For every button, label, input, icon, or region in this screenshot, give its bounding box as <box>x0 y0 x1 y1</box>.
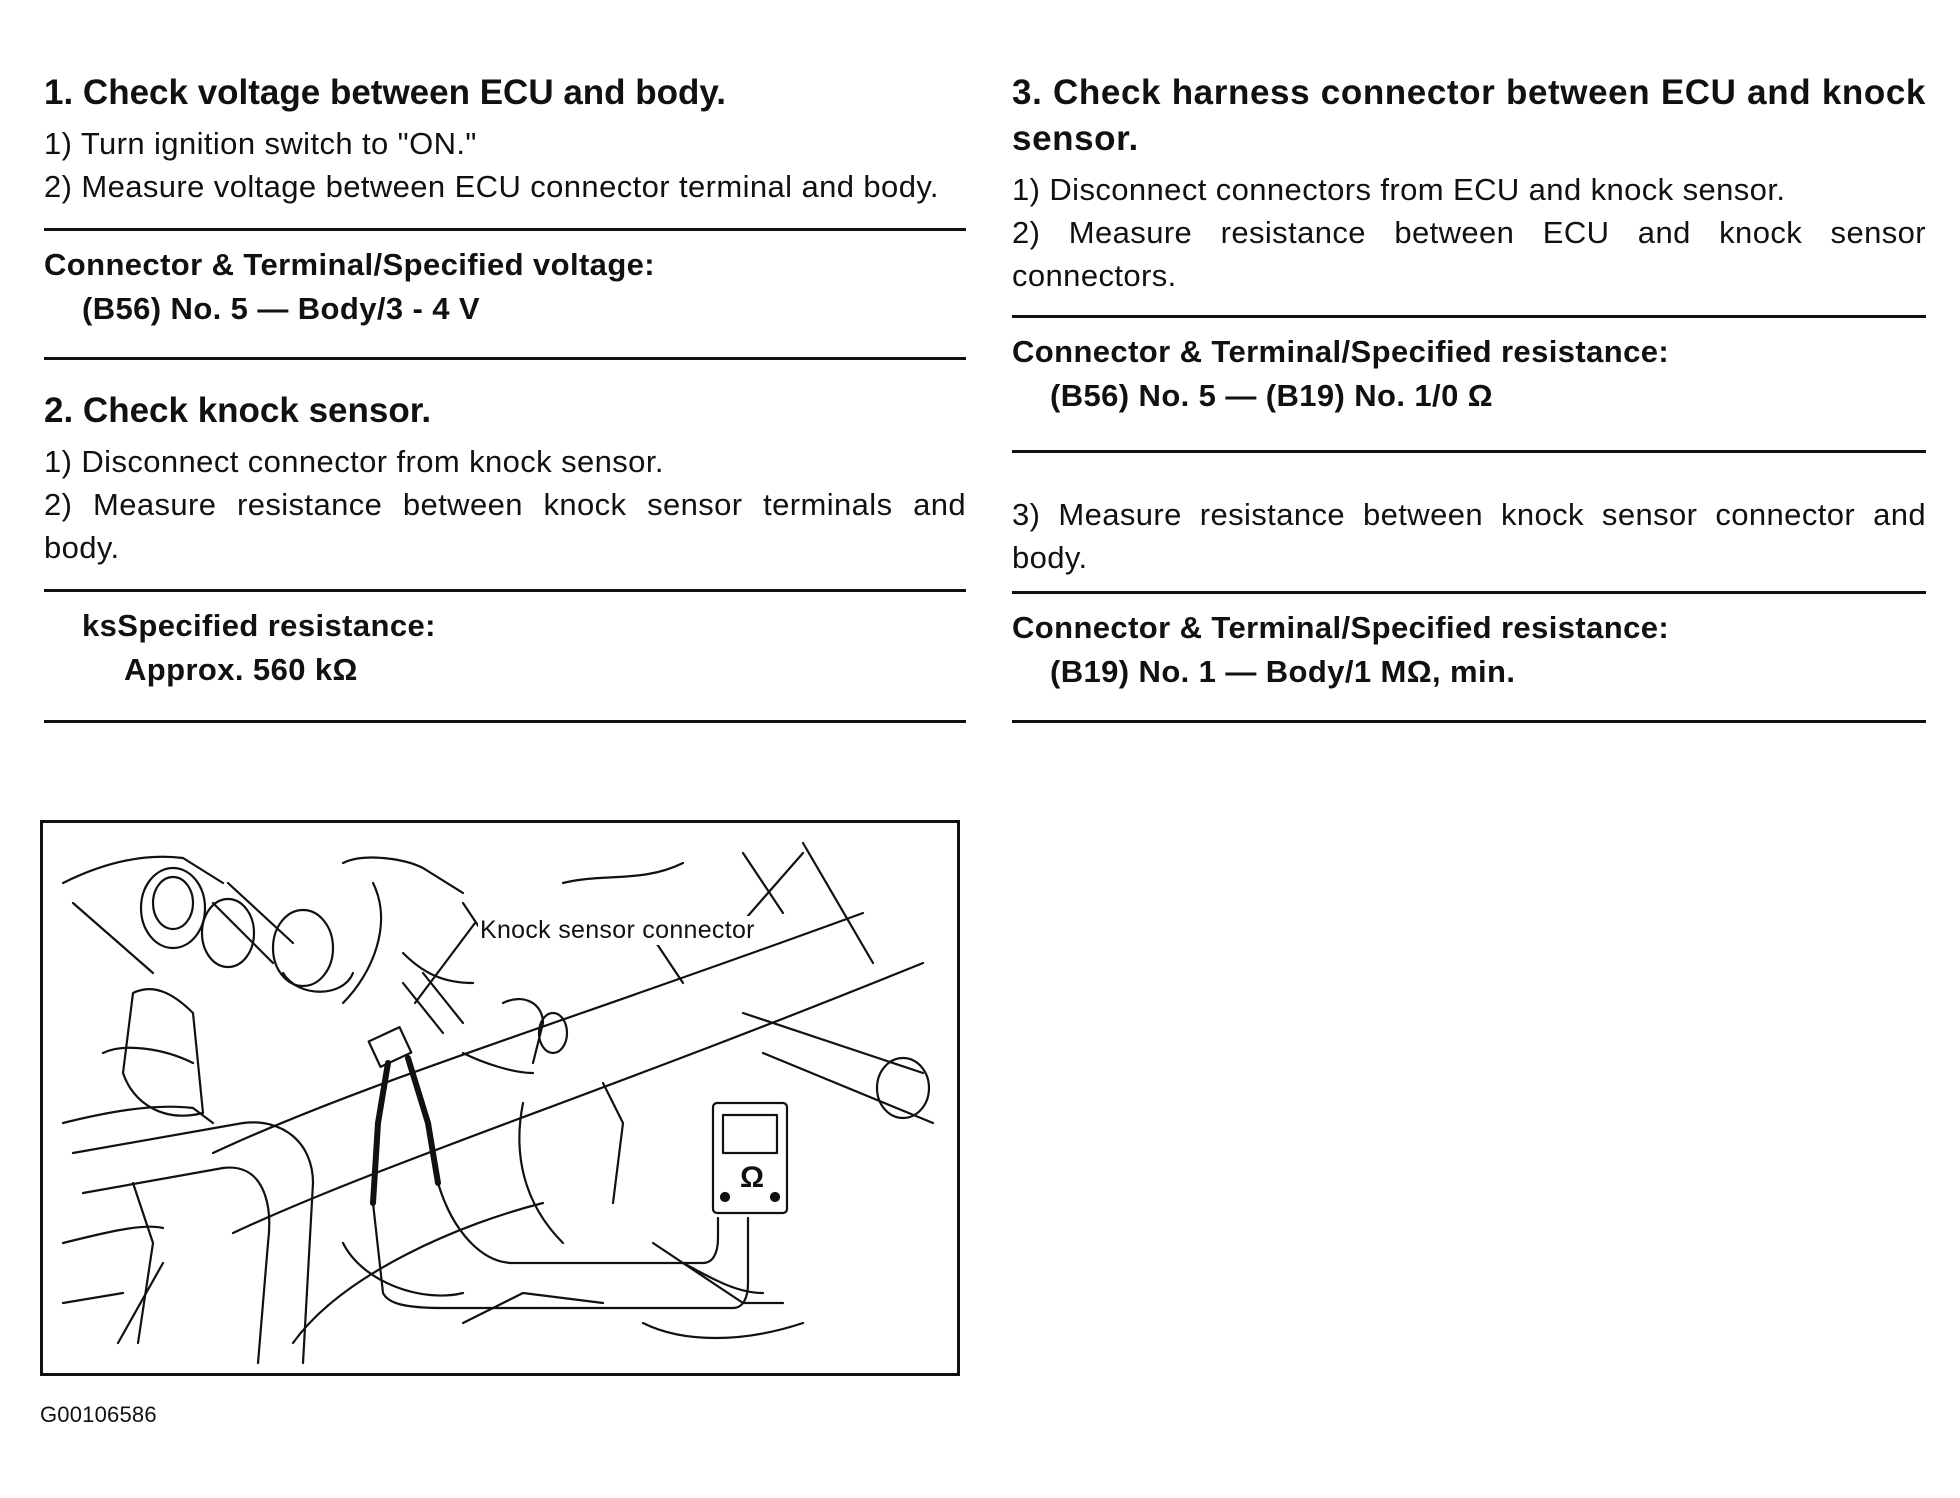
section-2-spec <box>44 592 966 692</box>
spec-label: ksSpecified resistance: <box>82 608 436 643</box>
engine-line-drawing <box>43 823 957 1373</box>
section-3-step-2: 2) Measure resistance between ECU and knock sensor connectors. <box>1012 215 1926 293</box>
section-3 <box>1012 70 1926 723</box>
section-1 <box>44 70 966 360</box>
section-1-step-2: 2) Measure voltage between ECU connector terminal and body. <box>44 169 939 204</box>
section-3-heading: 3. Check harness connector between ECU and knock sensor. <box>1012 73 1926 158</box>
section-1-spec <box>44 231 966 331</box>
spec-label: Connector & Terminal/Specified voltage: <box>44 247 656 282</box>
divider <box>44 720 966 723</box>
section-1-heading: 1. Check voltage between ECU and body. <box>44 73 727 112</box>
divider <box>1012 720 1926 723</box>
ohm-symbol: Ω <box>740 1161 765 1194</box>
engine-illustration <box>40 820 960 1376</box>
spec-value: (B19) No. 1 — Body/1 MΩ, min. <box>1050 654 1516 689</box>
section-3-step-1: 1) Disconnect connectors from ECU and knock sensor. <box>1012 172 1786 207</box>
knock-sensor-connector-callout: Knock sensor connector <box>480 916 755 944</box>
section-3-step-3: 3) Measure resistance between knock sensor connector and body. <box>1012 497 1926 575</box>
divider <box>44 357 966 360</box>
spec-label: Connector & Terminal/Specified resistance: <box>1012 334 1670 369</box>
spec-value: (B56) No. 5 — (B19) No. 1/0 Ω <box>1050 378 1493 413</box>
section-2 <box>44 388 966 723</box>
spec-label: Connector & Terminal/Specified resistance: <box>1012 610 1670 645</box>
section-2-step-2: 2) Measure resistance between knock sensor terminals and body. <box>44 487 966 565</box>
spec-value: (B56) No. 5 — Body/3 - 4 V <box>82 291 480 326</box>
section-2-heading: 2. Check knock sensor. <box>44 391 432 430</box>
left-column <box>44 70 966 723</box>
section-3-spec <box>1012 318 1926 418</box>
spec-value: Approx. 560 kΩ <box>124 652 358 687</box>
section-3-spec-2 <box>1012 594 1926 694</box>
right-column <box>1012 70 1926 723</box>
section-2-step-1: 1) Disconnect connector from knock sensor. <box>44 444 664 479</box>
figure-code: G00106586 <box>40 1402 157 1427</box>
section-1-step-1: 1) Turn ignition switch to "ON." <box>44 126 477 161</box>
